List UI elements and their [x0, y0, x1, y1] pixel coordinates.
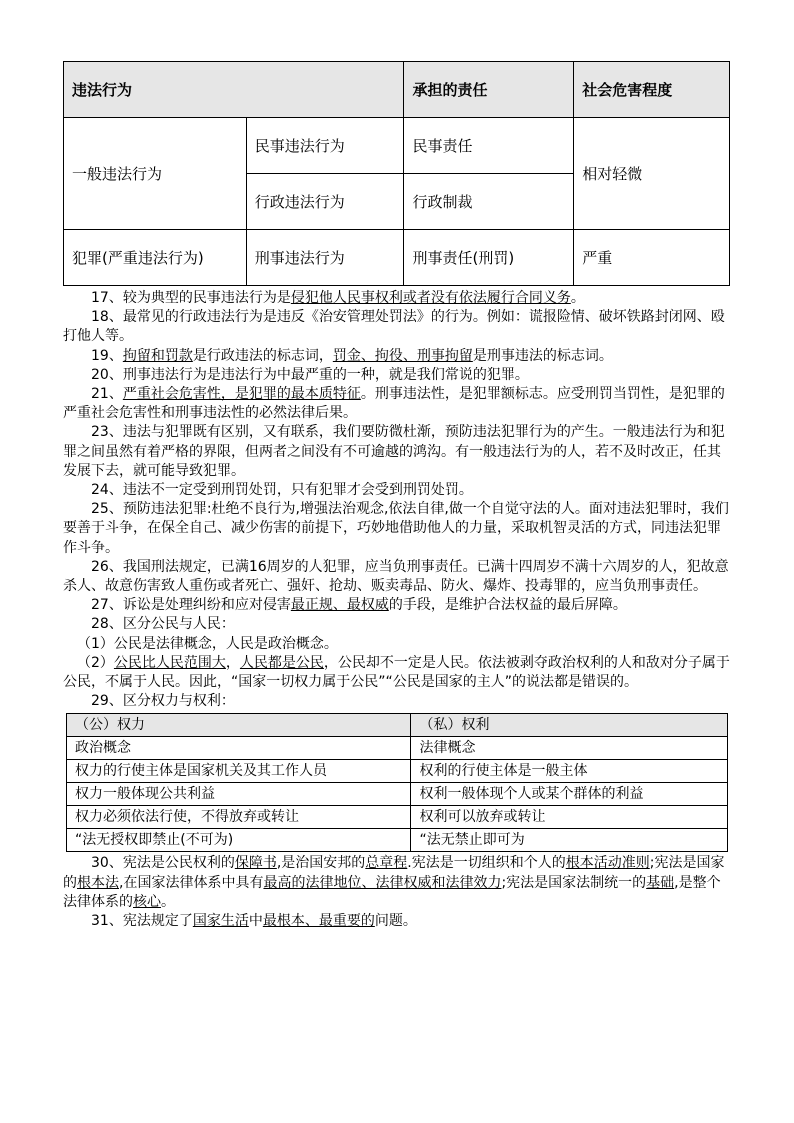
text: ， — [225, 654, 240, 671]
table-row — [67, 829, 728, 852]
text: ,是整个法律体系的 — [63, 874, 721, 910]
text: 30、宪法是公民权利的 — [91, 855, 235, 872]
text: .宪法是一切组织和个人的 — [407, 855, 566, 872]
general-violation-cell: 一般违法行为 — [64, 118, 247, 230]
underlined-text: 总章程 — [365, 855, 408, 872]
text: 的手段，是维护合法权益的最后屏障。 — [388, 597, 627, 614]
text: ,是治国安邦的 — [276, 855, 366, 872]
table-cell: 政治概念 — [67, 737, 411, 760]
text: 。 — [161, 893, 175, 910]
violation-table — [63, 61, 730, 286]
underlined-text: 根本法 — [77, 874, 119, 891]
text: 。刑事违法性，是犯罪额标志。应受刑罚当罚性，是犯罪的严重社会危害性和刑事违法性的必然法律后果。 — [63, 386, 725, 422]
table-row — [67, 783, 728, 806]
paragraph-27 — [63, 596, 733, 615]
crim-act-cell: 刑事违法行为 — [246, 230, 404, 286]
underlined-text: 国家生活 — [192, 913, 249, 930]
admin-resp-cell: 行政制裁 — [404, 174, 574, 230]
table-row — [67, 806, 728, 829]
underlined-text: 罚金、拘役、刑事拘留 — [332, 347, 473, 364]
underlined-text: 核心 — [133, 893, 161, 910]
power-rights-table — [66, 713, 728, 852]
text: 27、诉讼是处理纠纷和应对侵害 — [91, 597, 291, 614]
underlined-text: 最高的法律地位、法律权威和法律效力 — [263, 874, 502, 891]
text: 31、宪法规定了 — [91, 913, 193, 930]
civil-resp-cell: 民事责任 — [404, 118, 574, 174]
paragraph-24: 24、违法不一定受到刑罚处罚，只有犯罪才会受到刑罚处罚。 — [91, 482, 473, 499]
civil-act-cell: 民事违法行为 — [246, 118, 404, 174]
crim-resp-cell: 刑事责任(刑罚) — [404, 230, 574, 286]
text: 。 — [570, 290, 585, 306]
underlined-text: 最正规、最权威 — [290, 597, 389, 614]
text: 19、 — [91, 347, 123, 364]
paragraph-28-2 — [63, 654, 733, 692]
paragraph-18: 18、最常见的行政违法行为是违反《治安管理处罚法》的行为。例如：谎报险情、破坏铁路封闭网、殴打他人等。 — [63, 309, 725, 345]
text: ,在国家法律体系中具有 — [119, 874, 264, 891]
paragraph-26: 26、我国刑法规定，已满16周岁的人犯罪，应当负刑事责任。已满十四周岁不满十六周岁的人，犯故意杀人、故意伤害致人重伤或者死亡、强奸、抢劫、贩卖毒品、防火、爆炸、投毒罪的，应当负刑事责任。 — [63, 558, 729, 595]
paragraph-23: 23、违法与犯罪既有区别，又有联系，我们要防微杜渐，预防违法犯罪行为的产生。一般违法行为和犯罪之间虽然有着严格的界限，但两者之间没有不可逾越的鸿沟。有一般违法行为的人，若不及时改正，任其发展下去，就可能导致犯罪。 — [63, 424, 725, 479]
header-harm: 社会危害程度 — [574, 62, 730, 118]
underlined-text: 最根本、最重要的 — [262, 913, 375, 930]
underlined-text: 侵犯他人民事权利或者没有依法履行合同义务 — [290, 290, 571, 306]
table-cell: 权力一般体现公共利益 — [67, 783, 411, 806]
crime-cell: 犯罪(严重违法行为) — [64, 230, 247, 286]
text: ;宪法是国家法制统一的 — [501, 874, 647, 891]
table-row — [67, 737, 728, 760]
table-cell: “法无禁止即可为 — [411, 829, 728, 852]
header-power: （公）权力 — [67, 714, 411, 737]
table-cell: 法律概念 — [411, 737, 728, 760]
header-responsibility: 承担的责任 — [404, 62, 574, 118]
paragraph-30 — [63, 854, 733, 912]
underlined-text: 保障书 — [234, 855, 277, 872]
paragraph-20: 20、刑事违法行为是违法行为中最严重的一种，就是我们常说的犯罪。 — [91, 366, 529, 383]
table-cell: 权利一般体现个人或某个群体的利益 — [411, 783, 728, 806]
text: 是行政违法的标志词， — [192, 347, 333, 364]
paragraph-25: 25、预防违法犯罪:杜绝不良行为,增强法治观念,依法自律,做一个自觉守法的人。面对违法犯罪时，我们要善于斗争，在保全自己、减少伤害的前提下，巧妙地借助他人的力量，采取机智灵活的方式，同违法犯罪作斗争。 — [63, 501, 729, 556]
harm-light-cell: 相对轻微 — [574, 118, 730, 230]
underlined-text: 拘留和罚款 — [122, 347, 193, 364]
table-cell: 权利可以放弃或转让 — [411, 806, 728, 829]
underlined-text: 公民比人民范围大 — [113, 654, 226, 671]
table-row — [64, 230, 730, 286]
header-violation: 违法行为 — [64, 62, 404, 118]
paragraph-17 — [63, 289, 733, 308]
header-rights: （私）权利 — [411, 714, 728, 737]
paragraph-29: 29、区分权力与权利： — [91, 693, 235, 710]
text: （2） — [77, 654, 114, 671]
table-header-row — [64, 62, 730, 118]
underlined-text: 根本活动准则 — [565, 855, 650, 872]
table-row — [67, 760, 728, 783]
table-row — [64, 118, 730, 174]
text: ，公民却不一定是人民。依法被剥夺政治权利的人和敌对分子属于公民，不属于人民。因此，“国家一切权力属于公民”“公民是国家的主人”的说法都是错误的。 — [63, 654, 730, 691]
text: 问题。 — [374, 913, 417, 930]
text: 是刑事违法的标志词。 — [472, 347, 613, 364]
underlined-text: 基础 — [646, 874, 675, 891]
harm-severe-cell: 严重 — [574, 230, 730, 286]
table-cell: 权利的行使主体是一般主体 — [411, 760, 728, 783]
text: 21、 — [91, 386, 123, 403]
paragraph-19 — [63, 347, 733, 366]
table-cell: 权力的行使主体是国家机关及其工作人员 — [67, 760, 411, 783]
paragraph-21 — [63, 385, 733, 423]
text: 17、较为典型的民事违法行为是 — [91, 290, 291, 306]
paragraph-28-1: （1）公民是法律概念，人民是政治概念。 — [77, 635, 338, 652]
underlined-text: 人民都是公民 — [239, 654, 324, 671]
admin-act-cell: 行政违法行为 — [246, 174, 404, 230]
table-cell: “法无授权即禁止(不可为) — [67, 829, 411, 852]
body-text — [63, 289, 733, 931]
table-header-row — [67, 714, 728, 737]
table-cell: 权力必须依法行使，不得放弃或转让 — [67, 806, 411, 829]
paragraph-28: 28、区分公民与人民： — [91, 616, 235, 633]
paragraph-31 — [63, 912, 733, 931]
text: ;宪法是国家的 — [63, 855, 725, 891]
underlined-text: 严重社会危害性，是犯罪的最本质特征 — [122, 386, 361, 403]
text: 中 — [248, 913, 263, 930]
